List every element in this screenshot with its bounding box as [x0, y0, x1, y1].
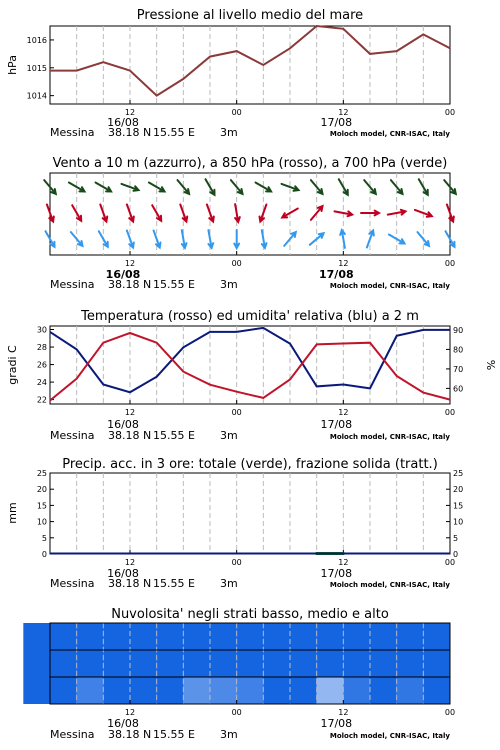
wind-panel — [44, 156, 456, 291]
footer-elev: 3m — [220, 728, 238, 741]
cloud-cell — [237, 623, 264, 650]
cloud-cell — [317, 650, 344, 677]
footer-station: Messina — [50, 278, 95, 291]
date-label: 17/08 — [319, 268, 354, 281]
x-tick-label: 00 — [231, 408, 242, 417]
cloud-cell — [77, 677, 104, 704]
cloud-cell — [77, 650, 104, 677]
footer-station: Messina — [50, 429, 95, 442]
pressure-y-label: hPa — [6, 55, 19, 75]
y-tick-label: 0 — [41, 550, 47, 559]
wind-footer — [50, 278, 450, 291]
footer-credit: Moloch model, CNR-ISAC, Italy — [329, 130, 450, 138]
date-label: 17/08 — [320, 717, 353, 730]
y-tick-label: 25 — [453, 469, 464, 478]
x-tick-label: 00 — [444, 108, 456, 117]
cloud-cell — [397, 650, 424, 677]
cloud-cell — [423, 650, 450, 677]
y-tick-label: 10 — [36, 517, 47, 527]
footer-station: Messina — [50, 728, 95, 741]
footer-lon: 15.55 E — [153, 577, 195, 590]
precip-title: Precip. acc. in 3 ore: totale (verde), frazione solida (tratt.) — [62, 457, 438, 472]
cloud-cell — [290, 623, 317, 650]
x-tick-label: 12 — [124, 259, 136, 268]
wind-arrow — [262, 230, 267, 248]
precip-bars — [50, 553, 450, 554]
cloud-cell — [423, 623, 450, 650]
precip-y-label: mm — [6, 502, 19, 524]
cloud-cell — [343, 623, 370, 650]
x-tick-label: 00 — [444, 259, 456, 268]
y-tick-label: 26 — [36, 360, 47, 370]
x-tick-label: 00 — [444, 708, 456, 717]
x-tick-label: 00 — [231, 708, 242, 717]
date-label: 17/08 — [320, 418, 353, 431]
wind-arrow — [234, 230, 239, 248]
cloud-cell — [183, 650, 210, 677]
pressure-panel — [6, 8, 455, 139]
y-tick-label: 15 — [36, 501, 47, 511]
temperature-title: Temperatura (rosso) ed umidita' relativa (blu) a 2 m — [81, 309, 419, 324]
y-tick-label: 5 — [453, 533, 459, 543]
cloud-cell — [290, 677, 317, 704]
y-tick-label: 90 — [453, 325, 464, 335]
x-tick-label: 12 — [338, 558, 349, 567]
temperature-plot-frame — [50, 326, 450, 404]
date-label: 16/08 — [107, 116, 139, 129]
y-tick-label: 70 — [453, 364, 464, 374]
temperature-panel — [6, 309, 497, 442]
y-tick-label: 60 — [453, 384, 464, 394]
x-tick-label: 00 — [231, 259, 242, 268]
x-tick-label: 12 — [124, 558, 136, 567]
cloud-cell — [130, 650, 157, 677]
wind-arrow — [182, 230, 187, 248]
cloud-cell — [237, 677, 264, 704]
date-label: 16/08 — [107, 717, 139, 730]
y-tick-label: 5 — [41, 533, 47, 543]
cloud-cell — [103, 677, 130, 704]
y-tick-label: 28 — [36, 343, 47, 353]
wind-arrow — [340, 230, 345, 248]
footer-credit: Moloch model, CNR-ISAC, Italy — [329, 581, 450, 589]
y-tick-label: 1014 — [26, 91, 47, 101]
wind-arrow — [310, 233, 324, 245]
cloud-cell — [157, 677, 184, 704]
cloud-cell — [290, 650, 317, 677]
cloud-cell — [237, 650, 264, 677]
cloud-cell — [210, 623, 237, 650]
pressure-title: Pressione al livello medio del mare — [136, 8, 364, 23]
y-tick-label: 1015 — [26, 63, 47, 73]
date-label: 17/08 — [320, 567, 353, 580]
footer-lon: 15.55 E — [153, 126, 195, 139]
cloud-cell — [343, 677, 370, 704]
cloud-cell — [210, 677, 237, 704]
cloud-cell — [157, 623, 184, 650]
wind-arrow — [418, 232, 430, 246]
humidity-series-line — [50, 328, 450, 392]
x-tick-label: 00 — [444, 558, 456, 567]
temperature-y-ticks — [37, 326, 54, 405]
footer-elev: 3m — [220, 126, 238, 139]
cloud-cell — [263, 650, 290, 677]
y-tick-label: 20 — [453, 485, 464, 495]
x-tick-label: 00 — [231, 558, 242, 567]
pressure-grid — [77, 26, 424, 104]
wind-arrow — [389, 235, 405, 244]
date-label: 16/08 — [107, 418, 139, 431]
pressure-series-line — [50, 26, 450, 96]
cloud-cell — [130, 623, 157, 650]
footer-elev: 3m — [220, 429, 238, 442]
wind-arrow — [284, 232, 296, 246]
x-tick-label: 12 — [338, 408, 349, 417]
x-tick-label: 00 — [231, 108, 242, 117]
cloud-cell — [23, 677, 50, 704]
cloud-cell — [77, 623, 104, 650]
footer-lat: 38.18 N — [108, 126, 152, 139]
y-tick-label: 24 — [36, 378, 47, 388]
x-tick-label: 12 — [124, 708, 136, 717]
wind-arrow — [235, 204, 240, 222]
footer-credit: Moloch model, CNR-ISAC, Italy — [329, 433, 450, 441]
cloud-cell — [50, 623, 77, 650]
cloud-footer — [50, 728, 450, 741]
footer-lon: 15.55 E — [153, 278, 195, 291]
wind-arrow — [388, 210, 406, 215]
footer-lat: 38.18 N — [108, 728, 152, 741]
x-tick-label: 12 — [338, 708, 349, 717]
cloud-cell — [397, 623, 424, 650]
temperature-footer — [50, 429, 450, 442]
cloud-cell — [103, 650, 130, 677]
cloud-cell — [397, 677, 424, 704]
cloud-cell — [423, 677, 450, 704]
cloud-cell — [210, 650, 237, 677]
y-tick-label: 80 — [453, 345, 464, 355]
y-tick-label: 10 — [453, 517, 464, 527]
precip-panel — [6, 457, 463, 590]
precip-y-ticks — [37, 469, 54, 559]
y-tick-label: 0 — [453, 550, 459, 559]
x-tick-label: 12 — [338, 108, 349, 117]
cloud-cell — [370, 677, 397, 704]
precip-plot-frame — [50, 473, 450, 554]
y-tick-label: 15 — [453, 501, 464, 511]
date-label: 17/08 — [320, 116, 353, 129]
x-tick-label: 12 — [338, 259, 349, 268]
footer-station: Messina — [50, 126, 95, 139]
precip-grid — [77, 473, 424, 554]
x-tick-label: 00 — [444, 408, 456, 417]
cloud-cell — [130, 677, 157, 704]
footer-credit: Moloch model, CNR-ISAC, Italy — [329, 282, 450, 290]
footer-lat: 38.18 N — [108, 278, 152, 291]
precip-footer — [50, 577, 450, 590]
footer-elev: 3m — [220, 278, 238, 291]
precip-y-ticks-right — [446, 469, 463, 559]
x-tick-label: 12 — [124, 108, 136, 117]
footer-elev: 3m — [220, 577, 238, 590]
footer-station: Messina — [50, 577, 95, 590]
temperature-y-label: gradi C — [6, 345, 19, 385]
temperature-series-line — [50, 333, 450, 401]
cloud-cell — [263, 677, 290, 704]
date-label: 16/08 — [107, 567, 139, 580]
footer-credit: Moloch model, CNR-ISAC, Italy — [329, 732, 450, 740]
wind-arrow — [367, 231, 374, 248]
humidity-y-ticks — [446, 326, 463, 394]
cloud-cell — [317, 623, 344, 650]
y-tick-label: 1016 — [26, 35, 47, 45]
cloud-cell — [103, 623, 130, 650]
cloud-cell — [370, 650, 397, 677]
wind-title: Vento a 10 m (azzurro), a 850 hPa (rosso), a 700 hPa (verde) — [52, 156, 448, 171]
y-tick-label: 20 — [36, 485, 47, 495]
cloud-cell — [263, 623, 290, 650]
cloud-cell — [157, 650, 184, 677]
date-label: 16/08 — [105, 268, 141, 281]
footer-lon: 15.55 E — [153, 728, 195, 741]
cloud-cell — [23, 623, 50, 650]
footer-lon: 15.55 E — [153, 429, 195, 442]
y-tick-label: 25 — [36, 469, 47, 478]
pressure-footer — [50, 126, 450, 139]
cloud-cell — [50, 677, 77, 704]
cloud-cell — [317, 677, 344, 704]
y-tick-label: 22 — [36, 395, 47, 405]
wind-arrow — [71, 232, 83, 246]
wind-arrow — [208, 230, 213, 248]
y-tick-label: 30 — [36, 325, 47, 335]
cloud-cell — [370, 623, 397, 650]
cloud-cell — [343, 650, 370, 677]
cloud-panel — [23, 607, 455, 741]
cloud-cell — [23, 650, 50, 677]
humidity-y-label: % — [484, 359, 497, 371]
cloud-title: Nuvolosita' negli strati basso, medio e alto — [111, 607, 389, 622]
footer-lat: 38.18 N — [108, 577, 152, 590]
cloud-cell — [183, 677, 210, 704]
x-tick-label: 12 — [124, 408, 136, 417]
footer-lat: 38.18 N — [108, 429, 152, 442]
cloud-cell — [183, 623, 210, 650]
cloud-cell — [50, 650, 77, 677]
wind-arrows — [44, 179, 456, 248]
